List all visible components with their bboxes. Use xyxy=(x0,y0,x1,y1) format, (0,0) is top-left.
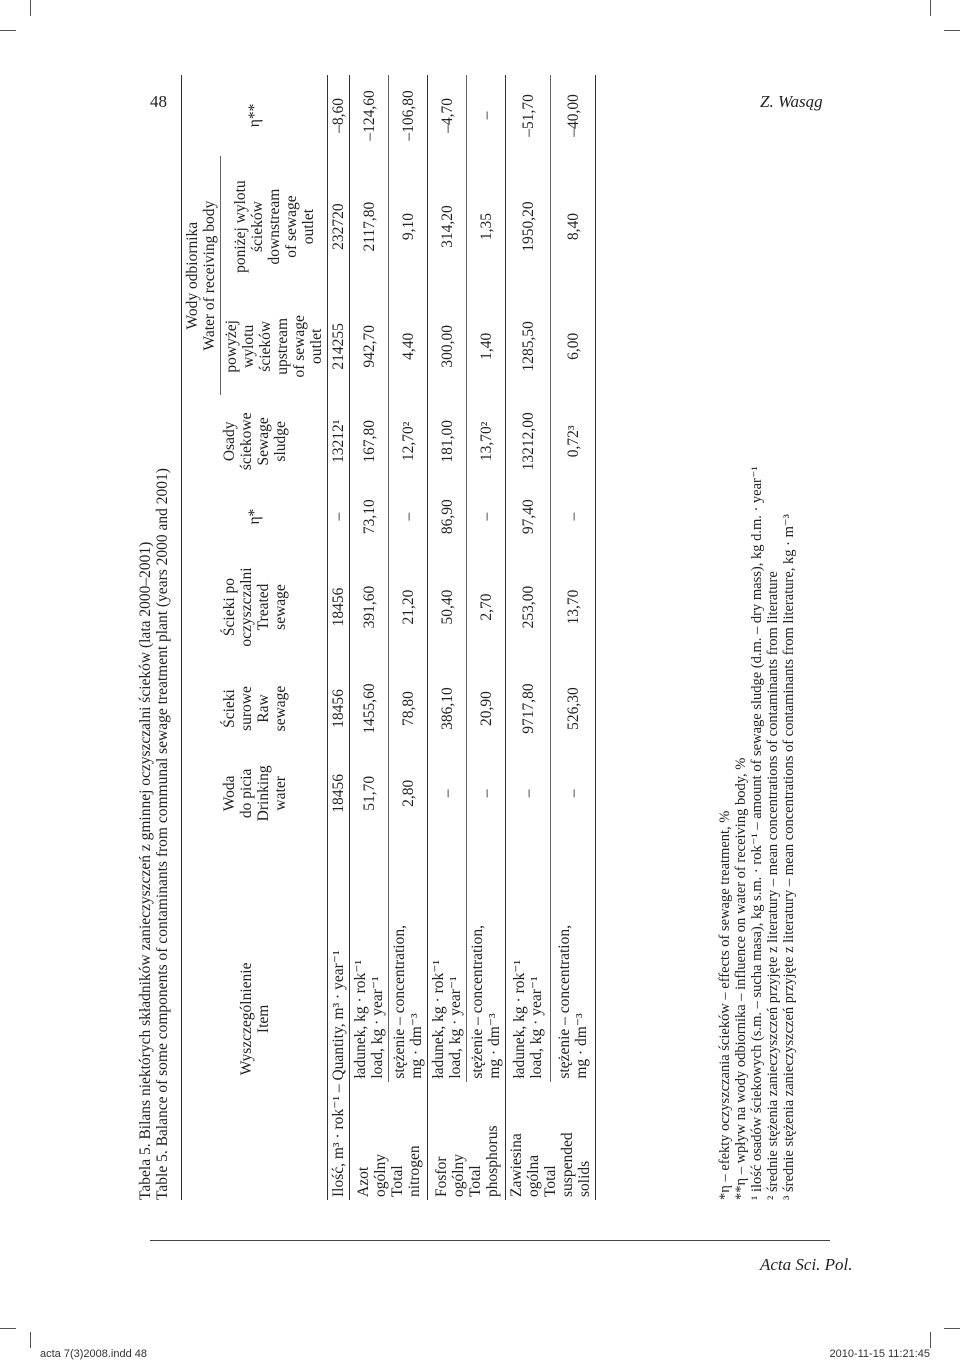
group-name-line: ogólna xyxy=(525,1154,542,1197)
crop-mark xyxy=(944,30,960,31)
table-cell: 9,10 xyxy=(389,156,428,297)
row-desc-line: mg · dm⁻³ xyxy=(486,1013,503,1079)
table-cell: 97,40 xyxy=(506,487,551,546)
crop-mark xyxy=(0,1328,16,1329)
table-cell: 12,70² xyxy=(389,395,428,487)
table-cell: 300,00 xyxy=(428,297,467,395)
table-cell: 4,40 xyxy=(389,297,428,395)
table-cell: 9717,80 xyxy=(506,668,551,749)
table-cell: 386,10 xyxy=(428,668,467,749)
table-cell: 13212¹ xyxy=(328,395,350,487)
table-row xyxy=(506,75,551,1200)
rotated-table-block xyxy=(137,70,802,1200)
col-treated-head xyxy=(182,546,328,668)
row-desc xyxy=(428,838,467,1082)
item-pl: Wyszczególnienie xyxy=(237,962,255,1076)
footnote: ² średnie stężenia zanieczyszczeń przyjęte z literatury – mean concentrations of contaminants from literature xyxy=(765,571,781,1200)
table-cell: 1285,50 xyxy=(506,297,551,395)
drinking-l1: Woda xyxy=(220,775,238,812)
downstream-l4: of sewage xyxy=(282,195,300,258)
upstream-l1: powyżej xyxy=(223,320,240,373)
row-desc xyxy=(467,838,506,1082)
caption-english: Table 5. Balance of some components of contaminants from communal sewage treatment plant (years 2000 and 2001) xyxy=(154,468,171,1200)
table-cell: 86,90 xyxy=(428,487,467,546)
table-cell: 13,70 xyxy=(551,546,596,668)
table-cell: – xyxy=(467,75,506,156)
table-row-quantity xyxy=(328,75,350,1200)
table-cell: 232720 xyxy=(328,156,350,297)
row-desc-line: load, kg · year⁻¹ xyxy=(528,976,545,1079)
downstream-l2: ścieków xyxy=(248,201,266,252)
receiving-pl: Wody odbiornika xyxy=(184,221,201,330)
table-cell: –106,80 xyxy=(389,75,428,156)
group-name-suspended-solids xyxy=(506,1082,596,1200)
table-cell: –8,60 xyxy=(328,75,350,156)
col-raw-head xyxy=(182,668,328,749)
row-desc xyxy=(506,838,551,1082)
footnote: **η – wpływ na wody odbiornika – influence on water of receiving body, % xyxy=(733,757,749,1200)
table-cell: 526,30 xyxy=(551,668,596,749)
crop-mark xyxy=(930,1332,931,1348)
table-cell: 314,20 xyxy=(428,156,467,297)
table-cell: 391,60 xyxy=(350,546,389,668)
table-row xyxy=(551,75,596,1200)
table-cell: 13212,00 xyxy=(506,395,551,487)
header-rule xyxy=(150,1240,830,1241)
data-table xyxy=(181,75,596,1200)
group-name-line: Total xyxy=(466,1165,484,1197)
table-cell: – xyxy=(551,749,596,838)
table-cell: 18456 xyxy=(328,546,350,668)
table-cell: 2,70 xyxy=(467,546,506,668)
caption-polish: Tabela 5. Bilans niektórych składników zanieczyszczeń z gminnej oczyszczalni ścieków (lata 2000–2001) xyxy=(137,541,154,1200)
slug-timestamp: 2010-11-15 11:21:45 xyxy=(829,1348,930,1360)
table-cell: 78,80 xyxy=(389,668,428,749)
group-name-line: ogólny xyxy=(371,1153,389,1197)
table-cell: – xyxy=(551,487,596,546)
table-cell: 50,40 xyxy=(428,546,467,668)
table-cell: – xyxy=(467,749,506,838)
table-cell: 13,70² xyxy=(467,395,506,487)
col-item-head xyxy=(182,838,328,1200)
col-eta2-head: η** xyxy=(182,75,328,156)
col-downstream-head xyxy=(221,156,328,297)
group-name-line: Total xyxy=(388,1165,406,1197)
row-desc-line: load, kg · year⁻¹ xyxy=(447,976,464,1079)
upstream-l5: of sewage xyxy=(291,315,308,378)
running-author: Z. Wasąg xyxy=(760,92,823,111)
upstream-l4: upstream xyxy=(274,317,291,375)
table-caption xyxy=(137,100,171,1200)
crop-mark xyxy=(930,0,931,16)
treated-l2: oczyszczalni xyxy=(237,567,255,647)
table-cell: – xyxy=(506,749,551,838)
table-cell: – xyxy=(467,487,506,546)
table-cell: 0,72³ xyxy=(551,395,596,487)
treated-l4: sewage xyxy=(271,584,289,630)
drinking-l3: Drinking xyxy=(254,765,272,822)
table-cell: 1950,20 xyxy=(506,156,551,297)
table-cell: – xyxy=(389,487,428,546)
raw-l2: surowe xyxy=(237,686,255,731)
table-row xyxy=(350,75,389,1200)
table-cell: –4,70 xyxy=(428,75,467,156)
table-cell: 167,80 xyxy=(350,395,389,487)
table-cell: 21,20 xyxy=(389,546,428,668)
row-desc-line: stężenie – concentration, xyxy=(556,925,573,1079)
col-sludge-head xyxy=(182,395,328,487)
upstream-l6: outlet xyxy=(308,328,325,364)
sludge-l4: sludge xyxy=(271,421,289,462)
table-cell: 6,00 xyxy=(551,297,596,395)
footnote: *η – efekty oczyszczania ścieków – effects of sewage treatment, % xyxy=(717,810,733,1200)
row-desc-line: stężenie – concentration, xyxy=(391,925,408,1079)
crop-mark xyxy=(30,1332,31,1348)
table-cell: 73,10 xyxy=(350,487,389,546)
group-name-line: Fosfor xyxy=(432,1156,450,1197)
drinking-l4: water xyxy=(271,776,289,811)
table-cell: 1,40 xyxy=(467,297,506,395)
journal-name: Acta Sci. Pol. xyxy=(760,1255,853,1274)
item-en: Item xyxy=(254,1004,272,1034)
table-cell: 51,70 xyxy=(350,749,389,838)
downstream-l3: downstream xyxy=(265,188,283,265)
quantity-label: Ilość, m³ · rok⁻¹ – Quantity, m³ · year⁻¹ xyxy=(328,838,350,1200)
treated-l1: Ścieki po xyxy=(220,577,238,637)
raw-l4: sewage xyxy=(271,685,289,732)
table-row xyxy=(428,75,467,1200)
page-number: 48 xyxy=(150,92,167,111)
row-desc xyxy=(350,838,389,1082)
footnote: ¹ ilość osadów ściekowych (s.m. – sucha masa), kg s.m. · rok⁻¹ – amount of sewage sludge (d.m. – dry mass), kg d.m. · year⁻¹ xyxy=(749,466,765,1200)
table-cell: 253,00 xyxy=(506,546,551,668)
table-cell: 1455,60 xyxy=(350,668,389,749)
crop-mark xyxy=(30,0,31,16)
row-desc xyxy=(551,838,596,1082)
group-name-line: nitrogen xyxy=(405,1145,423,1197)
group-name-line: Zawiesina xyxy=(508,1133,525,1197)
table-cell: 18456 xyxy=(328,668,350,749)
upstream-l3: ścieków xyxy=(257,320,274,372)
col-receiving-head xyxy=(182,156,221,395)
group-name-line: Azot xyxy=(354,1166,372,1197)
row-desc-line: ładunek, kg · rok⁻¹ xyxy=(430,959,447,1079)
table-header-row-1 xyxy=(182,75,221,1200)
footnotes xyxy=(717,80,797,1200)
treated-l3: Treated xyxy=(254,583,272,631)
row-desc-line: mg · dm⁻³ xyxy=(408,1013,425,1079)
footnote: ³ średnie stężenia zanieczyszczeń przyjęte z literatury – mean concentrations of contaminants from literature, kg · m⁻³ xyxy=(781,514,797,1200)
table-cell: 214255 xyxy=(328,297,350,395)
table-cell: 1,35 xyxy=(467,156,506,297)
row-desc-line: ładunek, kg · rok⁻¹ xyxy=(511,959,528,1079)
row-desc-line: stężenie – concentration, xyxy=(469,925,486,1079)
table-cell: 18456 xyxy=(328,749,350,838)
table-cell: –51,70 xyxy=(506,75,551,156)
group-name-line: solids xyxy=(576,1160,593,1197)
row-desc xyxy=(389,838,428,1082)
upstream-l2: wylotu xyxy=(240,324,257,368)
group-name-line: ogólny xyxy=(449,1153,467,1197)
table-cell: 8,40 xyxy=(551,156,596,297)
table-row xyxy=(467,75,506,1200)
row-desc-line: mg · dm⁻³ xyxy=(573,1013,590,1079)
slug-file: acta 7(3)2008.indd 48 xyxy=(40,1348,148,1360)
downstream-l5: outlet xyxy=(299,208,317,245)
table-cell: – xyxy=(328,487,350,546)
table-cell: 942,70 xyxy=(350,297,389,395)
table-cell: 2,80 xyxy=(389,749,428,838)
row-desc-line: load, kg · year⁻¹ xyxy=(369,976,386,1079)
table-row xyxy=(389,75,428,1200)
table-cell: – xyxy=(428,749,467,838)
raw-l1: Ścieki xyxy=(220,689,238,728)
sludge-l2: ściekowe xyxy=(237,412,255,471)
group-name-line: phosphorus xyxy=(483,1125,501,1197)
table-cell: 2117,80 xyxy=(350,156,389,297)
receiving-en: Water of receiving body xyxy=(201,200,218,351)
sludge-l1: Osady xyxy=(220,421,238,462)
drinking-l2: do picia xyxy=(237,768,255,819)
group-name-nitrogen xyxy=(350,1082,428,1200)
table-cell: –40,00 xyxy=(551,75,596,156)
row-desc-line: ładunek, kg · rok⁻¹ xyxy=(352,959,369,1079)
col-upstream-head xyxy=(221,297,328,395)
table-cell: –124,60 xyxy=(350,75,389,156)
table-cell: 20,90 xyxy=(467,668,506,749)
downstream-l1: poniżej wylotu xyxy=(231,180,249,273)
group-name-line: Total xyxy=(542,1165,559,1197)
col-eta1-head: η* xyxy=(182,487,328,546)
crop-mark xyxy=(0,30,16,31)
table-cell: 181,00 xyxy=(428,395,467,487)
crop-mark xyxy=(944,1328,960,1329)
raw-l3: Raw xyxy=(254,694,272,723)
group-name-line: suspended xyxy=(559,1132,576,1197)
sludge-l3: Sewage xyxy=(254,417,272,466)
col-drinking-head xyxy=(182,749,328,838)
group-name-phosphorus xyxy=(428,1082,506,1200)
